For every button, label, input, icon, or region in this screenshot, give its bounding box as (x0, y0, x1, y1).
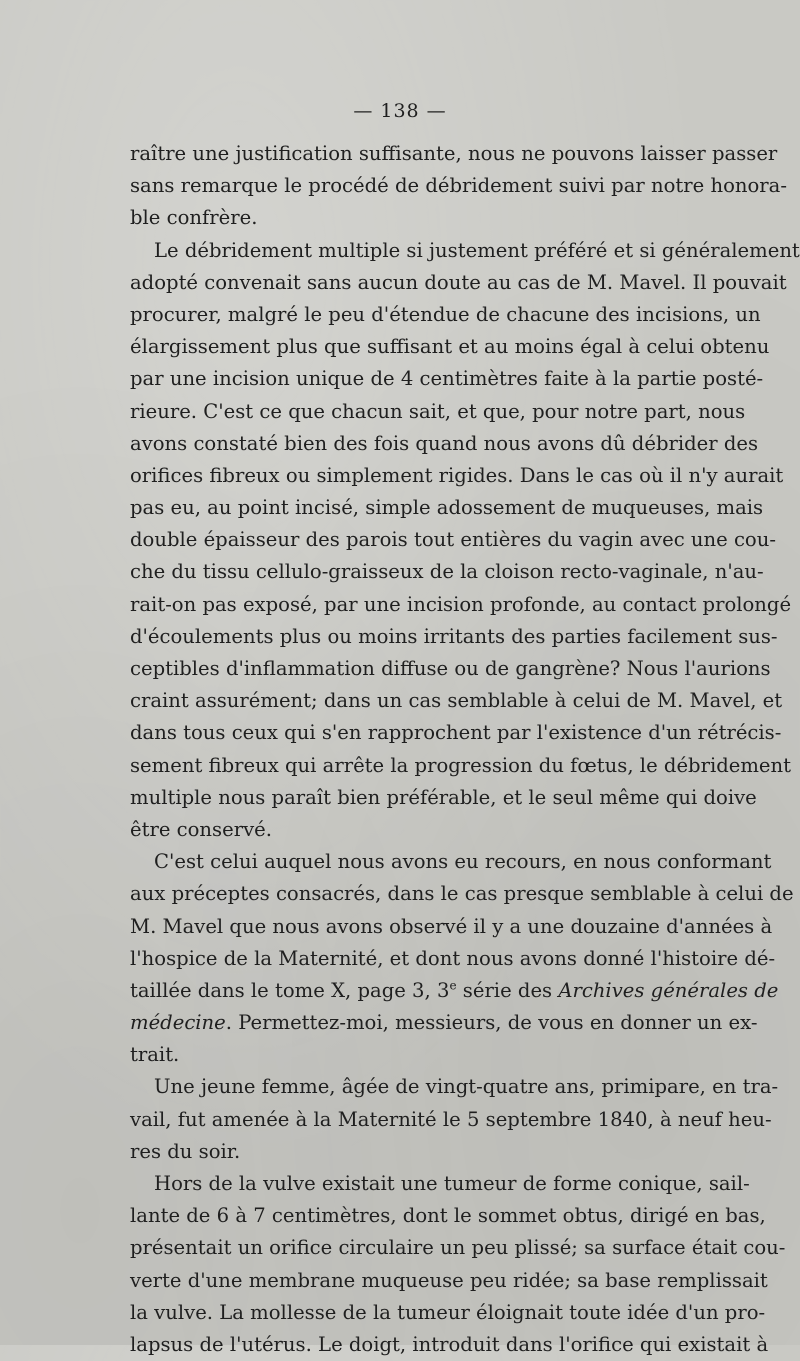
text-line: raître une justification suffisante, nous ne pouvons laisser passer (130, 142, 778, 165)
line-fragment: . Permettez-moi, messieurs, de vous en donner un ex- (225, 1011, 758, 1035)
text-lines-bottom (130, 1039, 786, 1361)
text-line: C'est celui auquel nous avons eu recours, en nous conformant (154, 850, 772, 874)
text-line: double épaisseur des parois tout entières du vagin avec une cou- (130, 528, 776, 552)
text-line: res du soir. (130, 1139, 241, 1163)
text-line: ble confrère. (130, 206, 258, 230)
text-line: élargissement plus que suffisant et au moins égal à celui obtenu (130, 335, 770, 359)
text-line: che du tissu cellulo-graisseux de la cloison recto-vaginale, n'au- (130, 560, 764, 584)
text-line: d'écoulements plus ou moins irritants des parties facilement sus- (130, 624, 778, 648)
text-line: dans tous ceux qui s'en rapprochent par l'existence d'un rétrécis- (130, 721, 782, 745)
text-line: M. Mavel que nous avons observé il y a une douzaine d'années à (130, 914, 773, 938)
text-line: pas eu, au point incisé, simple adossement de muqueuses, mais (130, 496, 764, 520)
journal-title-italic: médecine (130, 1011, 226, 1035)
text-line: multiple nous paraît bien préférable, et le seul même qui doive (130, 785, 757, 809)
text-line: Hors de la vulve existait une tumeur de forme conique, sail- (154, 1172, 750, 1195)
page-number: — 138 — (353, 100, 447, 122)
text-line: présentait un orifice circulaire un peu plissé; sa surface était cou- (130, 1236, 786, 1260)
journal-title-italic: Archives générales de (558, 978, 779, 1002)
text-line: procurer, malgré le peu d'étendue de chacune des incisions, un (130, 302, 761, 326)
body-text (130, 138, 800, 1361)
text-line: Une jeune femme, âgée de vingt-quatre ans, primipare, en tra- (154, 1075, 779, 1099)
text-line: avons constaté bien des fois quand nous avons dû débrider des (130, 431, 759, 455)
text-line: être conservé. (130, 817, 272, 841)
text-line: l'hospice de la Maternité, et dont nous avons donné l'histoire dé- (130, 946, 776, 970)
text-line: rieure. C'est ce que chacun sait, et que, pour notre part, nous (130, 399, 746, 423)
text-line-medecine (130, 1007, 758, 1039)
text-line: adopté convenait sans aucun doute au cas de M. Mavel. Il pouvait (130, 270, 787, 294)
text-line: Le débridement multiple si justement préféré et si généralement (154, 238, 800, 262)
text-line: vail, fut amenée à la Maternité le 5 septembre 1840, à neuf heu- (130, 1107, 772, 1131)
text-line: sement fibreux qui arrête la progression du fœtus, le débridement (130, 753, 792, 777)
text-line: verte d'une membrane muqueuse peu ridée; sa base remplissait (130, 1268, 768, 1292)
text-line: craint assurément; dans un cas semblable à celui de M. Mavel, et (130, 689, 783, 713)
text-line: aux préceptes consacrés, dans le cas presque semblable à celui de (130, 882, 794, 906)
text-line: lante de 6 à 7 centimètres, dont le sommet obtus, dirigé en bas, (130, 1204, 766, 1228)
text-line: lapsus de l'utérus. Le doigt, introduit dans l'orifice qui existait à (130, 1332, 769, 1356)
line-fragment: taillée dans le tome X, page 3, 3 (130, 978, 450, 1002)
text-line: ceptibles d'inflammation diffuse ou de gangrène? Nous l'aurions (130, 657, 771, 680)
text-line-archives (130, 975, 779, 1007)
superscript: e (449, 978, 457, 993)
text-line: orifices fibreux ou simplement rigides. Dans le cas où il n'y aurait (130, 463, 784, 487)
text-line: par une incision unique de 4 centimètres faite à la partie posté- (130, 367, 764, 391)
text-line: la vulve. La mollesse de la tumeur éloignait toute idée d'un pro- (130, 1300, 766, 1324)
text-line: sans remarque le procédé de débridement suivi par notre honora- (130, 174, 787, 198)
text-lines-top (130, 138, 800, 975)
text-line: rait-on pas exposé, par une incision profonde, au contact prolongé (130, 592, 792, 616)
text-line: trait. (130, 1043, 180, 1067)
line-fragment: série des (456, 978, 559, 1002)
